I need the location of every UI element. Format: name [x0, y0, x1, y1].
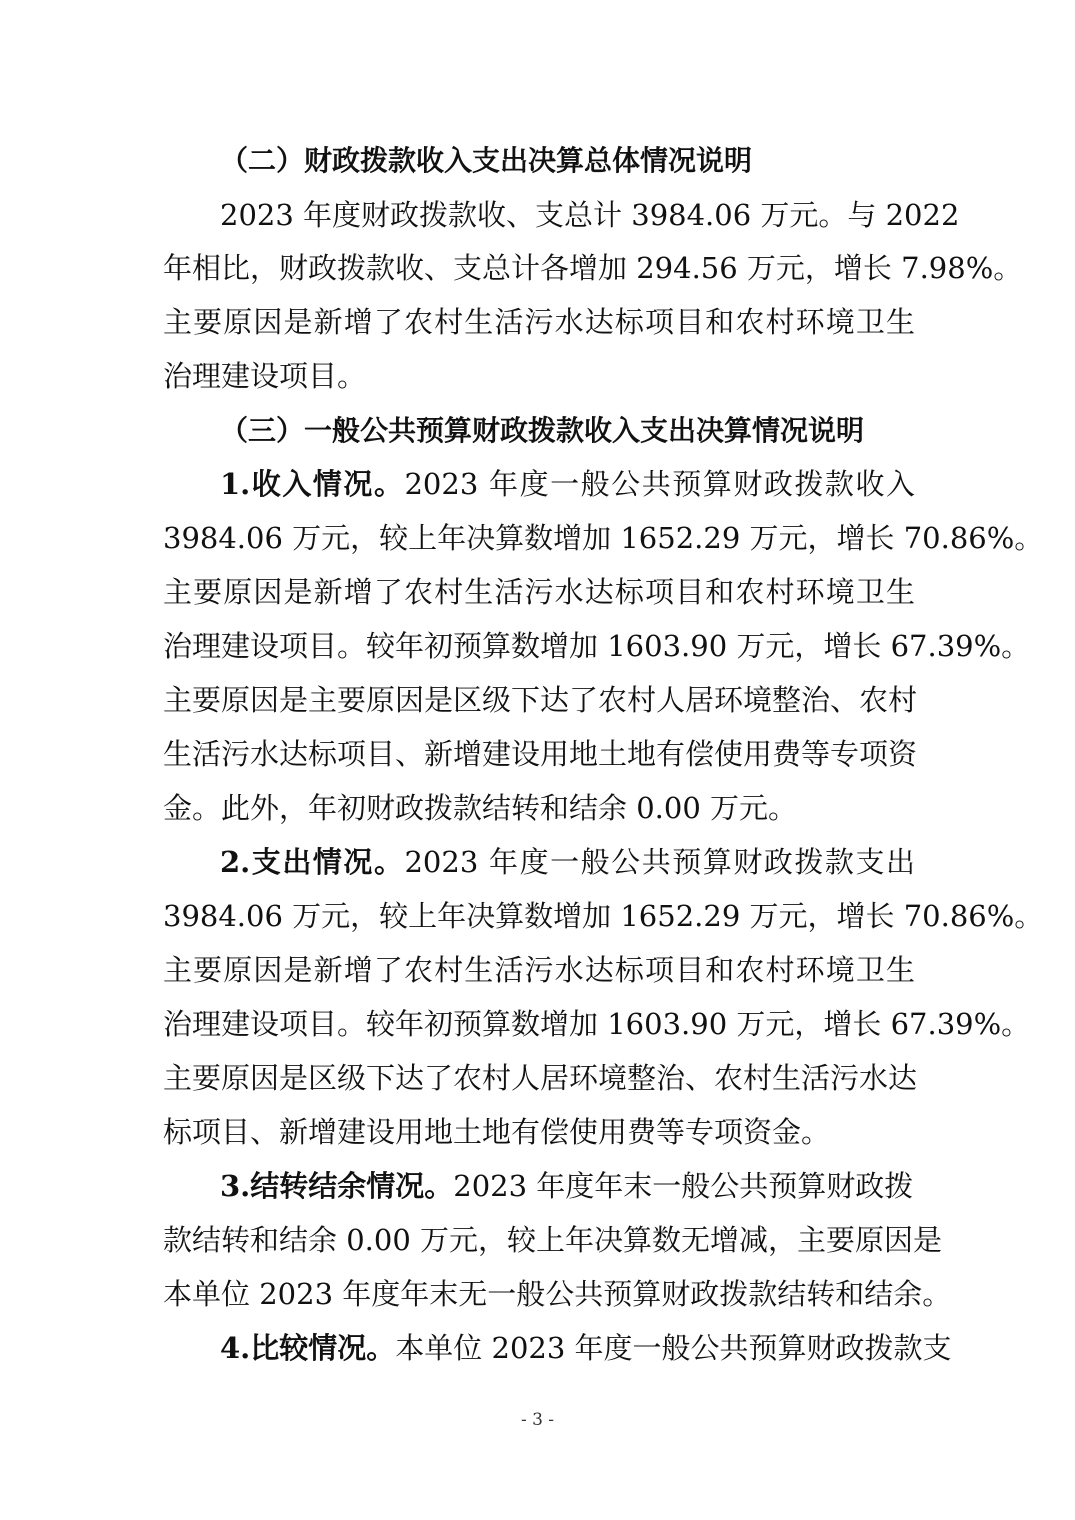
paragraph-line: 2023 年度财政拨款收、支总计 3984.06 万元。与 2022 [220, 198, 960, 232]
paragraph-text: 2023 年度一般公共预算财政拨款支出 [404, 845, 915, 879]
paragraph-line: 3984.06 万元，较上年决算数增加 1652.29 万元，增长 70.86%。 [163, 521, 1044, 555]
paragraph-text: 2023 年度一般公共预算财政拨款收入 [404, 467, 915, 501]
income-label: 1.收入情况。 [220, 467, 405, 501]
paragraph-line: 治理建设项目。较年初预算数增加 1603.90 万元，增长 67.39%。 [163, 629, 1031, 663]
comparison-label: 4.比较情况。 [220, 1331, 396, 1365]
paragraph-text: 2023 年度年末一般公共预算财政拨 [453, 1169, 914, 1203]
paragraph-line: 款结转和结余 0.00 万元，较上年决算数无增减，主要原因是 [163, 1223, 943, 1257]
paragraph-line: 治理建设项目。较年初预算数增加 1603.90 万元，增长 67.39%。 [163, 1007, 1031, 1041]
expense-label: 2.支出情况。 [220, 845, 405, 879]
paragraph-line: 治理建设项目。 [163, 359, 367, 393]
income-first-line [220, 466, 915, 504]
section-3-heading: （三）一般公共预算财政拨款收入支出决算情况说明 [220, 414, 865, 447]
paragraph-line: 主要原因是新增了农村生活污水达标项目和农村环境卫生 [163, 305, 915, 339]
expense-first-line [220, 844, 915, 882]
paragraph-line: 3984.06 万元，较上年决算数增加 1652.29 万元，增长 70.86%。 [163, 899, 1044, 933]
paragraph-text: 本单位 2023 年度一般公共预算财政拨款支 [395, 1331, 952, 1365]
paragraph-line: 主要原因是主要原因是区级下达了农村人居环境整治、农村 [163, 683, 918, 717]
paragraph-line: 主要原因是区级下达了农村人居环境整治、农村生活污水达 [163, 1061, 918, 1095]
carryover-first-line [220, 1168, 914, 1206]
paragraph-line: 主要原因是新增了农村生活污水达标项目和农村环境卫生 [163, 575, 915, 609]
section-2-heading: （二）财政拨款收入支出决算总体情况说明 [220, 144, 753, 177]
paragraph-line: 年相比，财政拨款收、支总计各增加 294.56 万元，增长 7.98%。 [163, 251, 1023, 285]
comparison-first-line [220, 1330, 952, 1368]
page-number: - 3 - [520, 1410, 555, 1430]
paragraph-line: 标项目、新增建设用地土地有偿使用费等专项资金。 [163, 1115, 831, 1149]
paragraph-line: 生活污水达标项目、新增建设用地土地有偿使用费等专项资 [163, 737, 918, 771]
paragraph-line: 本单位 2023 年度年末无一般公共预算财政拨款结转和结余。 [163, 1277, 952, 1311]
paragraph-line: 金。此外，年初财政拨款结转和结余 0.00 万元。 [163, 791, 798, 825]
paragraph-line: 主要原因是新增了农村生活污水达标项目和农村环境卫生 [163, 953, 915, 987]
carryover-label: 3.结转结余情况。 [220, 1169, 454, 1203]
